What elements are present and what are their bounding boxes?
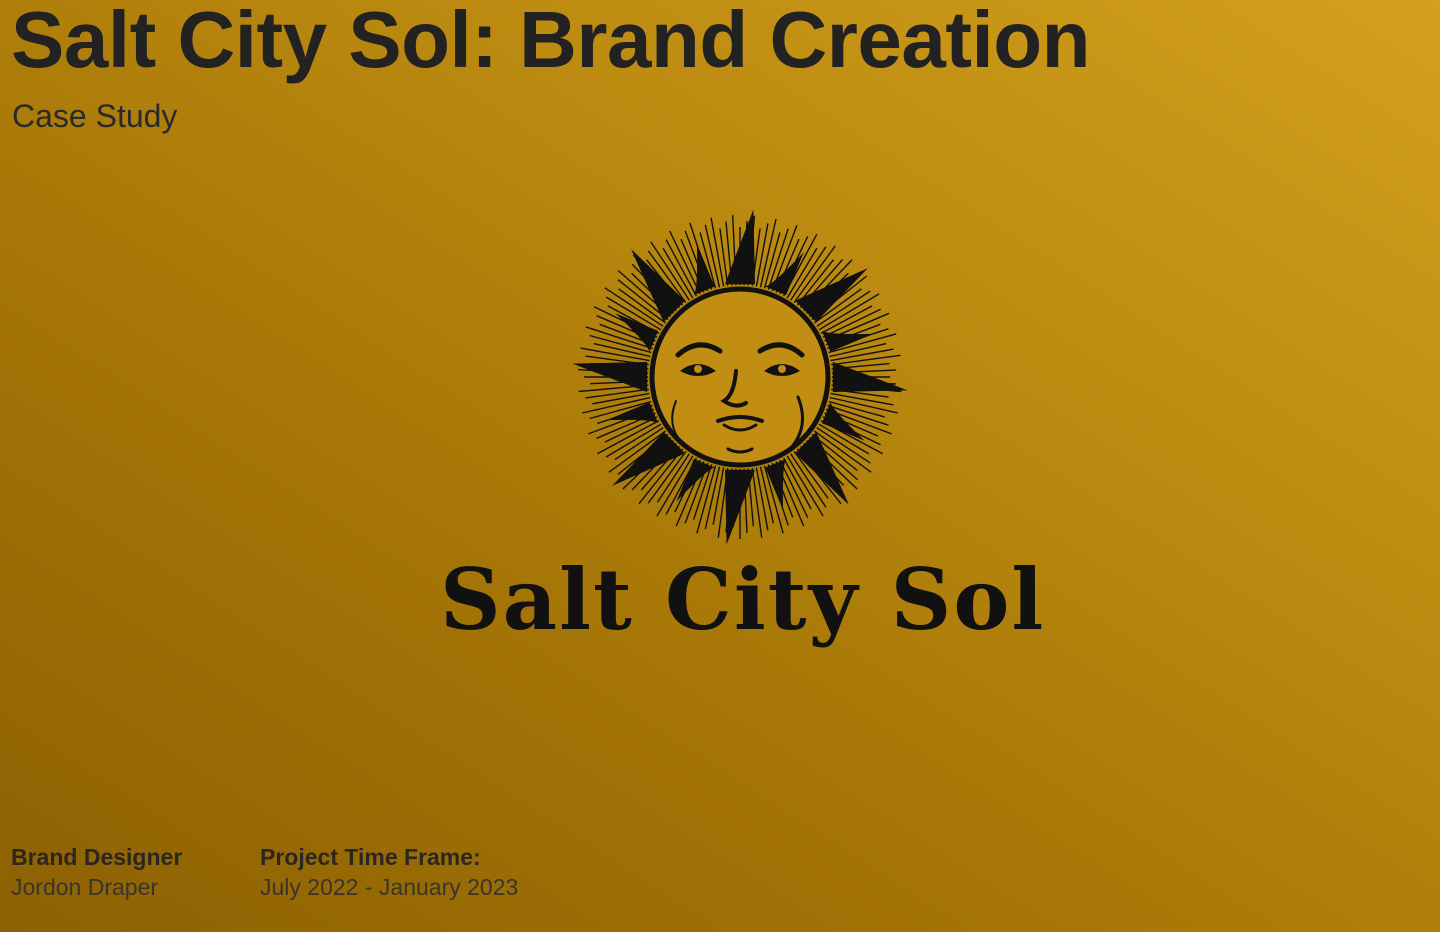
page-title: Salt City Sol: Brand Creation [11,0,1090,84]
designer-credit [11,842,182,902]
designer-name: Jordon Draper [11,874,159,900]
timeframe-credit [260,842,518,902]
timeframe-label: Project Time Frame: [260,844,481,870]
timeframe-value: July 2022 - January 2023 [260,874,519,900]
brand-logo [440,205,1046,665]
brand-wordmark: Salt City Sol [440,550,1046,649]
page-subtitle: Case Study [12,98,178,134]
designer-label: Brand Designer [11,844,183,870]
sun-face-icon [560,205,920,545]
